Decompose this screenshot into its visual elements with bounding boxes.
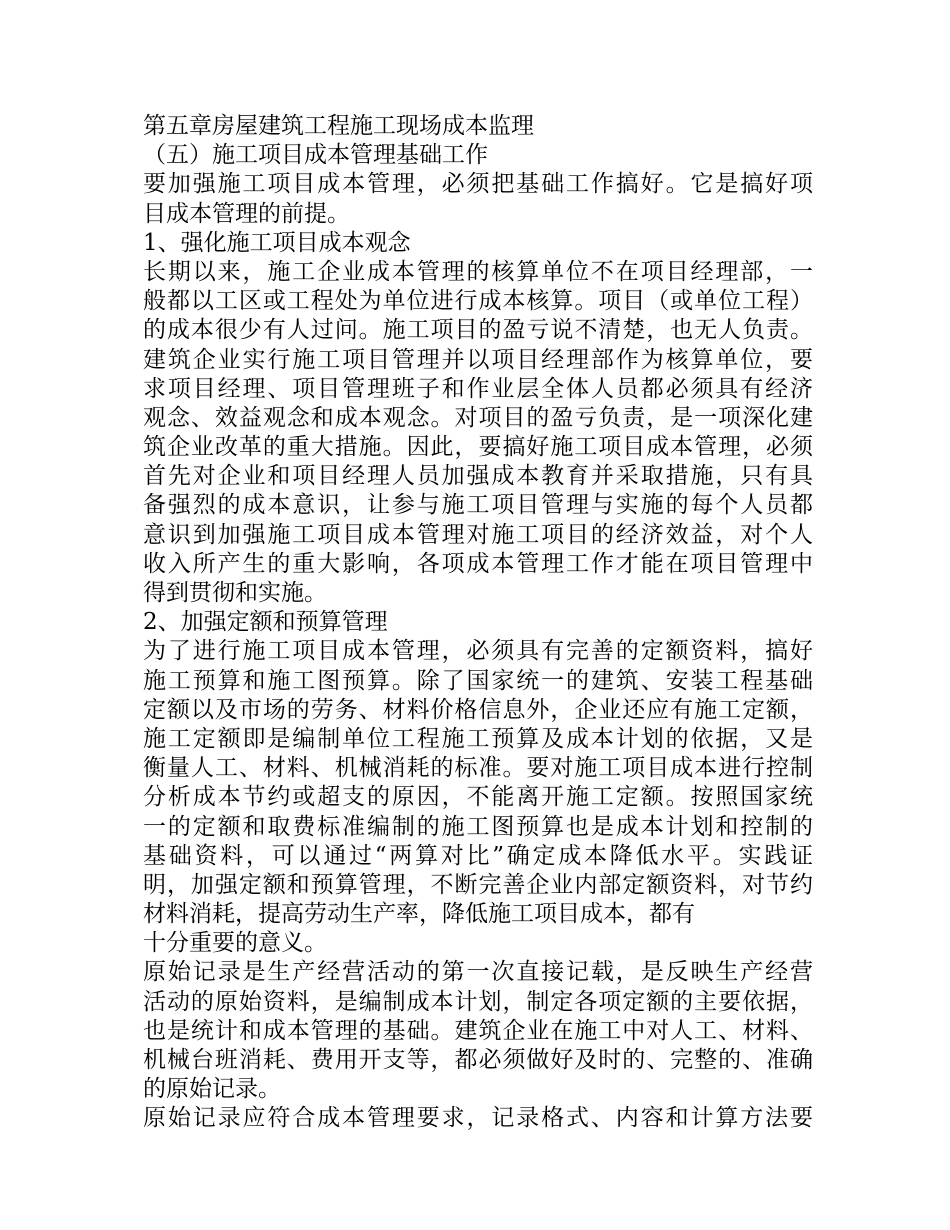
text-line: 收入所产生的重大影响，各项成本管理工作才能在项目管理中 bbox=[143, 550, 813, 577]
text-line: 长期以来，施工企业成本管理的核算单位不在项目经理部，一 bbox=[143, 258, 813, 285]
text-line: 的原始记录。 bbox=[143, 1076, 281, 1103]
text-line: 目成本管理的前提。 bbox=[143, 200, 350, 227]
text-line: 原始记录是生产经营活动的第一次直接记载，是反映生产经营 bbox=[143, 959, 813, 986]
text-line: 建筑企业实行施工项目管理并以项目经理部作为核算单位，要 bbox=[143, 346, 813, 373]
text-line: 机械台班消耗、费用开支等，都必须做好及时的、完整的、准确 bbox=[143, 1047, 813, 1073]
text-line: 1、强化施工项目成本观念 bbox=[143, 229, 411, 256]
text-line: 得到贯彻和实施。 bbox=[143, 580, 327, 606]
text-line: 施工定额即是编制单位工程施工预算及成本计划的依据，又是 bbox=[143, 725, 813, 752]
text-line: 十分重要的意义。 bbox=[143, 930, 327, 957]
document-page bbox=[143, 112, 813, 1134]
text-line: 原始记录应符合成本管理要求，记录格式、内容和计算方法要 bbox=[143, 1105, 813, 1132]
text-line: 的成本很少有人过问。施工项目的盈亏说不清楚，也无人负责。 bbox=[143, 317, 813, 344]
text-line: 材料消耗，提高劳动生产率，降低施工项目成本，都有 bbox=[143, 901, 695, 928]
text-line: 活动的原始资料，是编制成本计划，制定各项定额的主要依据， bbox=[143, 988, 813, 1015]
text-line: 为了进行施工项目成本管理，必须具有完善的定额资料，搞好 bbox=[143, 638, 813, 665]
text-line: 意识到加强施工项目成本管理对施工项目的经济效益，对个人 bbox=[143, 521, 813, 548]
text-line: 求项目经理、项目管理班子和作业层全体人员都必须具有经济 bbox=[143, 375, 813, 402]
text-line: 明，加强定额和预算管理，不断完善企业内部定额资料，对节约 bbox=[143, 871, 813, 898]
text-line: 分析成本节约或超支的原因，不能离开施工定额。按照国家统 bbox=[143, 784, 813, 811]
text-line: 备强烈的成本意识，让参与施工项目管理与实施的每个人员都 bbox=[143, 492, 813, 519]
text-line: 一的定额和取费标准编制的施工图预算也是成本计划和控制的 bbox=[143, 813, 813, 840]
document-body bbox=[143, 170, 813, 1133]
text-line: 基础资料，可以通过“两算对比”确定成本降低水平。实践证 bbox=[143, 842, 813, 869]
text-line: 衡量人工、材料、机械消耗的标准。要对施工项目成本进行控制 bbox=[143, 755, 813, 782]
text-line: 也是统计和成本管理的基础。建筑企业在施工中对人工、材料、 bbox=[143, 1017, 813, 1044]
text-line: 筑企业改革的重大措施。因此，要搞好施工项目成本管理，必须 bbox=[143, 434, 813, 461]
chapter-title: 第五章房屋建筑工程施工现场成本监理 bbox=[143, 113, 534, 139]
text-line: 般都以工区或工程处为单位进行成本核算。项目（或单位工程） bbox=[143, 288, 813, 315]
text-line: 2、加强定额和预算管理 bbox=[143, 609, 388, 636]
text-line: 施工预算和施工图预算。除了国家统一的建筑、安装工程基础 bbox=[143, 667, 813, 694]
text-line: 观念、效益观念和成本观念。对项目的盈亏负责，是一项深化建 bbox=[143, 404, 813, 431]
section-title: （五）施工项目成本管理基础工作 bbox=[143, 142, 488, 169]
text-line: 定额以及市场的劳务、材料价格信息外，企业还应有施工定额， bbox=[143, 696, 813, 723]
text-line: 首先对企业和项目经理人员加强成本教育并采取措施，只有具 bbox=[143, 463, 813, 490]
text-line: 要加强施工项目成本管理，必须把基础工作搞好。它是搞好项 bbox=[143, 171, 813, 198]
